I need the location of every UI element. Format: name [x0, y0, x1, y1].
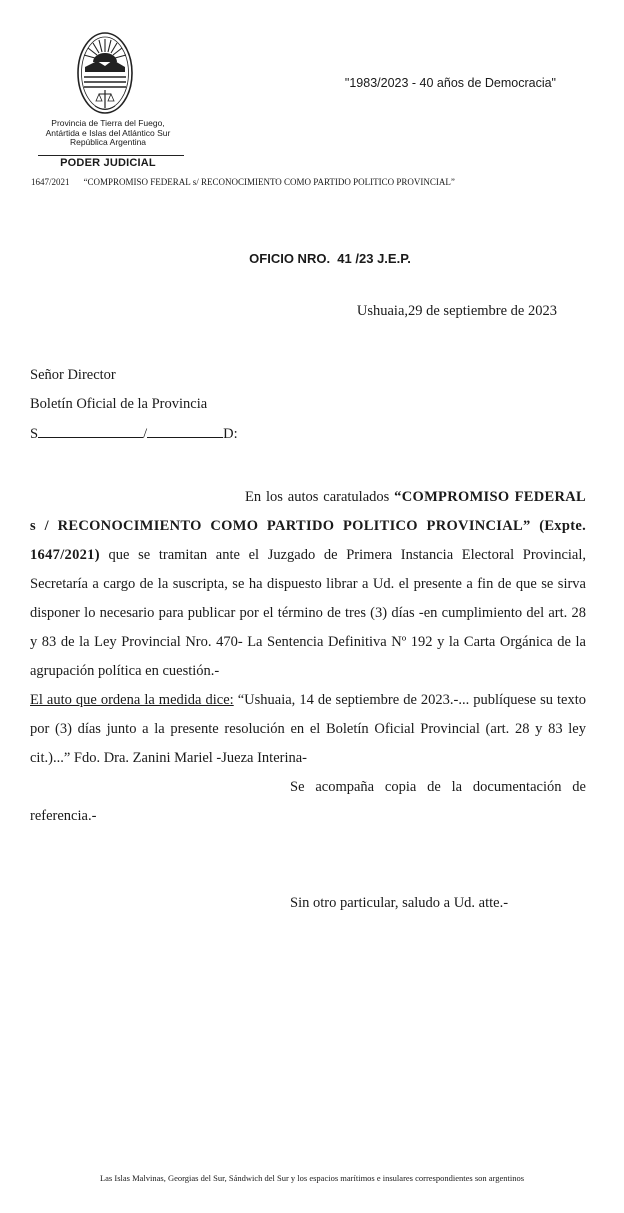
- s-label: S: [30, 426, 39, 442]
- democracy-motto: "1983/2023 - 40 años de Democracia": [344, 76, 556, 90]
- oficio-heading: [0, 251, 624, 266]
- letter-body: [30, 483, 586, 831]
- institution-name: [30, 119, 186, 148]
- p1-case-title: “COMPROMISO FEDERAL s / RECONOCIMIENTO COMO PARTIDO POLITICO PROVINCIAL” (Expte. 1647/2021): [30, 489, 586, 563]
- p1-intro: En los autos caratulados: [245, 489, 395, 505]
- department-name: PODER JUDICIAL: [60, 157, 156, 169]
- blank-line-1: [38, 425, 143, 438]
- institution-line-1: Provincia de Tierra del Fuego,: [51, 118, 165, 128]
- blank-line-2: [147, 425, 223, 438]
- addressee-organization: Boletín Oficial de la Provincia: [30, 396, 208, 412]
- institution-line-3: República Argentina: [69, 137, 147, 147]
- p2-underlined-lead: El auto que ordena la medida dice:: [30, 692, 234, 708]
- body-paragraph-1: [30, 483, 586, 686]
- case-reference: [31, 177, 591, 187]
- slash-separator: /: [143, 426, 148, 442]
- p1-rest: que se tramitan ante el Juzgado de Primera Instancia Electoral Provincial, Secretaría a cargo de la suscripta, se ha dispuesto librar a Ud. el presente a fin de que se sirva disponer lo necesario para publicar por el término de tres (3) días -en cumplimiento del art. 28 y 83 de la Ley Provincial Nro. 470- La Sentencia Definitiva Nº 192 y la Carta Orgánica de la agrupación política en cuestión.-: [30, 547, 586, 679]
- addressee-title: Señor Director: [30, 367, 116, 383]
- addressee-salutation-line: [30, 425, 238, 443]
- case-number: 1647/2021: [31, 177, 70, 187]
- footer-note: Las Islas Malvinas, Georgias del Sur, Sándwich del Sur y los espacios marítimos e insulares correspondientes son argentinos: [99, 1173, 525, 1183]
- oficio-label: OFICIO NRO.: [249, 251, 331, 266]
- header-divider: [38, 155, 184, 156]
- d-label: D:: [223, 426, 238, 442]
- body-paragraph-3: Se acompaña copia de la documentación de referencia.-: [30, 779, 586, 824]
- case-title: “COMPROMISO FEDERAL s/ RECONOCIMIENTO COMO PARTIDO POLITICO PROVINCIAL”: [83, 177, 455, 187]
- p2-rest: “Ushuaia, 14 de septiembre de 2023.-... publíquese su texto por (3) días junto a la presente resolución en el Boletín Oficial Provincial (art. 28 y 83 ley cit.)...” Fdo. Dra. Zanini Mariel -Jueza Interina-: [30, 692, 586, 766]
- institution-line-2: Antártida e Islas del Atlántico Sur: [45, 127, 171, 138]
- provincial-coat-of-arms-icon: [75, 30, 135, 116]
- oficio-suffix: /23 J.E.P.: [355, 251, 411, 266]
- oficio-number: 41: [337, 251, 352, 266]
- date-line: Ushuaia,29 de septiembre de 2023: [356, 303, 557, 319]
- closing-line: Sin otro particular, saludo a Ud. atte.-: [290, 895, 509, 911]
- body-paragraph-2: [30, 686, 586, 773]
